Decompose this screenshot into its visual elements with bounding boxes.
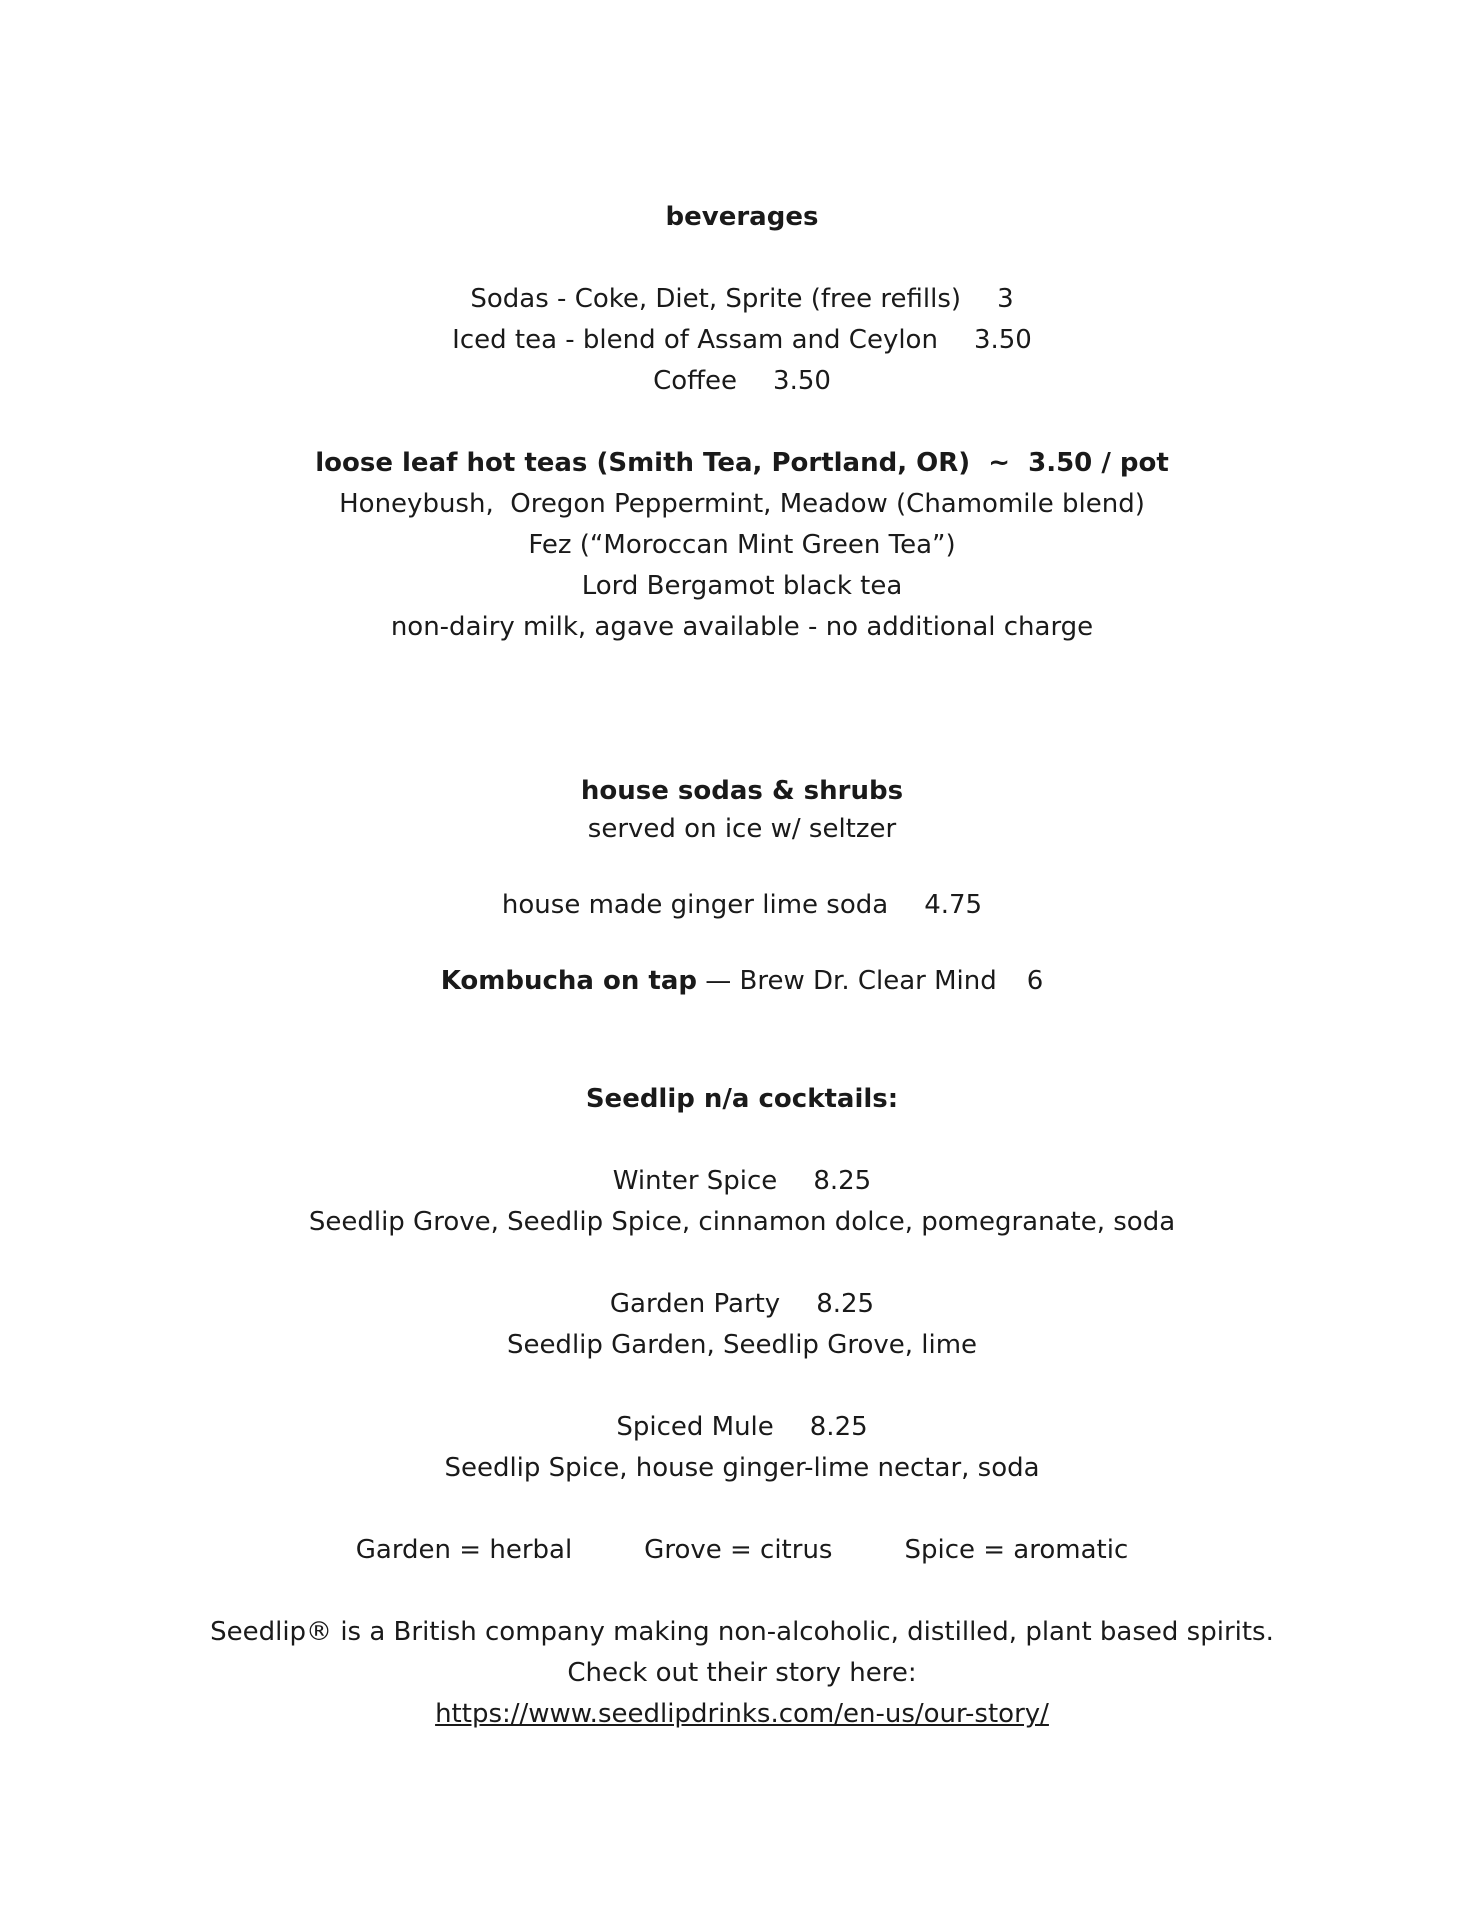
item-name: Spiced Mule [616,1412,774,1442]
tea-line: Lord Bergamot black tea [581,571,903,601]
legend-spice: Spice = aromatic [904,1535,1129,1565]
house-sodas-heading: house sodas & shrubs [580,776,904,806]
legend-grove: Grove = citrus [644,1535,833,1565]
kombucha-label: Kombucha on tap [440,966,697,996]
item-price: 4.75 [924,890,983,920]
teas-heading: loose leaf hot teas (Smith Tea, Portland, OR) ~ 3.50 / pot [315,448,1169,478]
item-price: 3.50 [973,325,1032,355]
seedlip-legend [0,1532,1484,1568]
kombucha-detail: — Brew Dr. Clear Mind [696,966,997,996]
tea-line: Honeybush, Oregon Peppermint, Meadow (Chamomile blend) [339,489,1145,519]
house-sodas-subheading: served on ice w/ seltzer [587,814,897,844]
cocktail-spiced-mule [0,1409,1484,1445]
seedlip-about: Seedlip® is a British company making non-alcoholic, distilled, plant based spirits. [210,1617,1274,1647]
item-name: Winter Spice [612,1166,778,1196]
item-name: Coffee [653,366,738,396]
menu-item-sodas [0,281,1484,317]
cocktail-description: Seedlip Garden, Seedlip Grove, lime [506,1330,978,1360]
cocktail-description: Seedlip Spice, house ginger-lime nectar, soda [444,1453,1040,1483]
beverages-heading: beverages [665,202,819,232]
tea-note: non-dairy milk, agave available - no additional charge [390,612,1094,642]
item-name: house made ginger lime soda [501,890,889,920]
item-price: 6 [1026,966,1044,996]
tea-line: Fez (“Moroccan Mint Green Tea”) [528,530,956,560]
cocktail-garden-party [0,1286,1484,1322]
menu-item-iced-tea [0,322,1484,358]
item-price: 8.25 [816,1289,875,1319]
item-name: Sodas - Coke, Diet, Sprite (free refills) [470,284,962,314]
seedlip-about-cta: Check out their story here: [567,1658,917,1688]
item-price: 8.25 [813,1166,872,1196]
menu-item-ginger-lime-soda [0,887,1484,923]
seedlip-story-link[interactable]: https://www.seedlipdrinks.com/en-us/our-story/ [435,1699,1049,1729]
cocktail-winter-spice [0,1163,1484,1199]
item-name: Iced tea - blend of Assam and Ceylon [452,325,938,355]
item-name: Garden Party [609,1289,781,1319]
legend-garden: Garden = herbal [355,1535,573,1565]
menu-item-kombucha [0,963,1484,999]
item-price: 3.50 [773,366,831,396]
seedlip-link-row [0,1696,1484,1732]
menu-item-coffee [0,363,1484,399]
cocktail-description: Seedlip Grove, Seedlip Spice, cinnamon dolce, pomegranate, soda [308,1207,1176,1237]
item-price: 8.25 [809,1412,868,1442]
seedlip-heading: Seedlip n/a cocktails: [585,1084,899,1114]
item-price: 3 [997,284,1014,314]
